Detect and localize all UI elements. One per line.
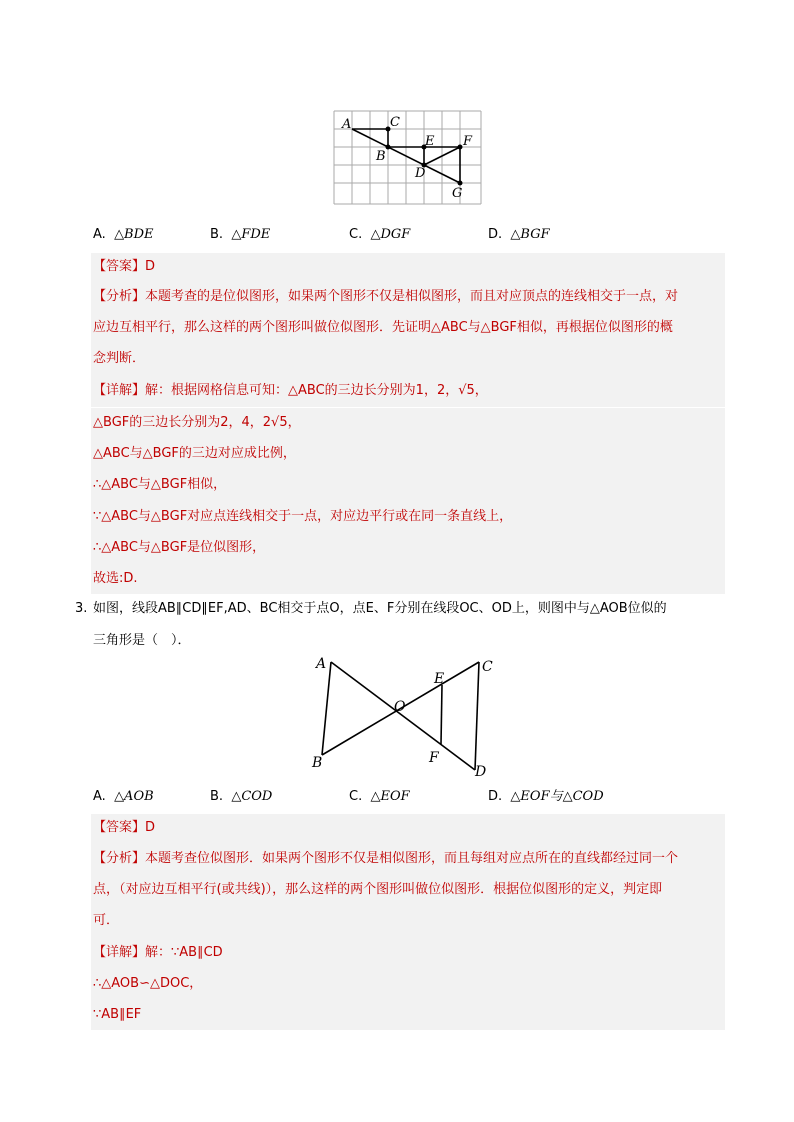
q2-option-d[interactable]: D. △BGF (488, 227, 550, 242)
q3-analysis-line-2: 点，（对应边互相平行(或共线)），那么这样的两个图形叫做位似图形．根据位似图形的定义，判定即 (93, 882, 663, 897)
fig2-label-d: D (475, 764, 487, 780)
q3-stem-line-2: 三角形是（ ）． (93, 633, 191, 648)
q2-analysis-line-2: 应边互相平行，那么这样的两个图形叫做位似图形．先证明△ABC与△BGF相似，再根据位似图形的概 (93, 320, 673, 335)
q3-options (93, 787, 733, 807)
q2-analysis-line-1: 【分析】本题考查的是位似图形，如果两个图形不仅是相似图形，而且对应顶点的连线相交于一点，对 (93, 289, 679, 304)
label-f: F (463, 134, 473, 149)
q2-option-a[interactable]: A. △BDE (93, 227, 154, 242)
q3-number: 3. (75, 601, 88, 616)
q2-detail-line-7: 故选:D. (93, 571, 138, 586)
fig2-label-o: O (394, 699, 406, 715)
label-c: C (390, 115, 400, 130)
q3-detail-line-3: ∵AB∥EF (93, 1007, 142, 1022)
fig2-label-c: C (482, 659, 493, 675)
q2-detail-line-4: ∴△ABC与△BGF相似， (93, 477, 227, 492)
fig2-label-a: A (316, 656, 327, 672)
q3-detail-line-1: 【详解】解：∵AB∥CD (93, 945, 223, 960)
q3-option-c[interactable]: C. △EOF (349, 789, 410, 804)
q2-option-b[interactable]: B. △FDE (210, 227, 271, 242)
q2-detail-line-6: ∴△ABC与△BGF是位似图形， (93, 540, 266, 555)
fig2-label-b: B (312, 755, 323, 771)
q3-detail-line-2: ∴△AOB∽△DOC， (93, 976, 203, 991)
fig2-label-f: F (429, 750, 439, 766)
q2-detail-line-2: △BGF的三边长分别为2，4，2√5， (93, 415, 301, 430)
bowtie-figure (310, 652, 500, 782)
q3-option-d[interactable]: D. △EOF与△COD (488, 789, 604, 804)
q2-detail-line-1: 【详解】解：根据网格信息可知：△ABC的三边长分别为1，2，√5， (93, 383, 488, 398)
fig2-label-e: E (434, 671, 445, 687)
q3-analysis-line-3: 可． (93, 913, 120, 928)
label-a: A (342, 117, 352, 132)
label-g: G (452, 186, 463, 201)
q2-detail-line-3: △ABC与△BGF的三边对应成比例， (93, 446, 296, 461)
q2-analysis-line-3: 念判断． (93, 351, 146, 366)
grid-figure (333, 110, 483, 206)
q2-answer: 【答案】D (93, 259, 156, 274)
q2-option-c[interactable]: C. △DGF (349, 227, 411, 242)
q2-options (93, 225, 733, 245)
q3-analysis-line-1: 【分析】本题考查位似图形．如果两个图形不仅是相似图形，而且每组对应点所在的直线都经过同一个 (93, 851, 679, 866)
q3-option-a[interactable]: A. △AOB (93, 789, 154, 804)
q3-answer: 【答案】D (93, 820, 156, 835)
label-e: E (425, 134, 435, 149)
label-d: D (415, 166, 426, 181)
q3-solution-box (91, 814, 725, 1030)
q2-solution-box-2 (91, 408, 725, 594)
q3-option-b[interactable]: B. △COD (210, 789, 273, 804)
label-b: B (376, 149, 386, 164)
q3-stem-line-1: 如图，线段AB∥CD∥EF,AD、BC相交于点O，点E、F分别在线段OC、OD上，则图中与△AOB位似的 (93, 601, 667, 616)
q2-detail-line-5: ∵△ABC与△BGF对应点连线相交于一点，对应边平行或在同一条直线上， (93, 509, 513, 524)
